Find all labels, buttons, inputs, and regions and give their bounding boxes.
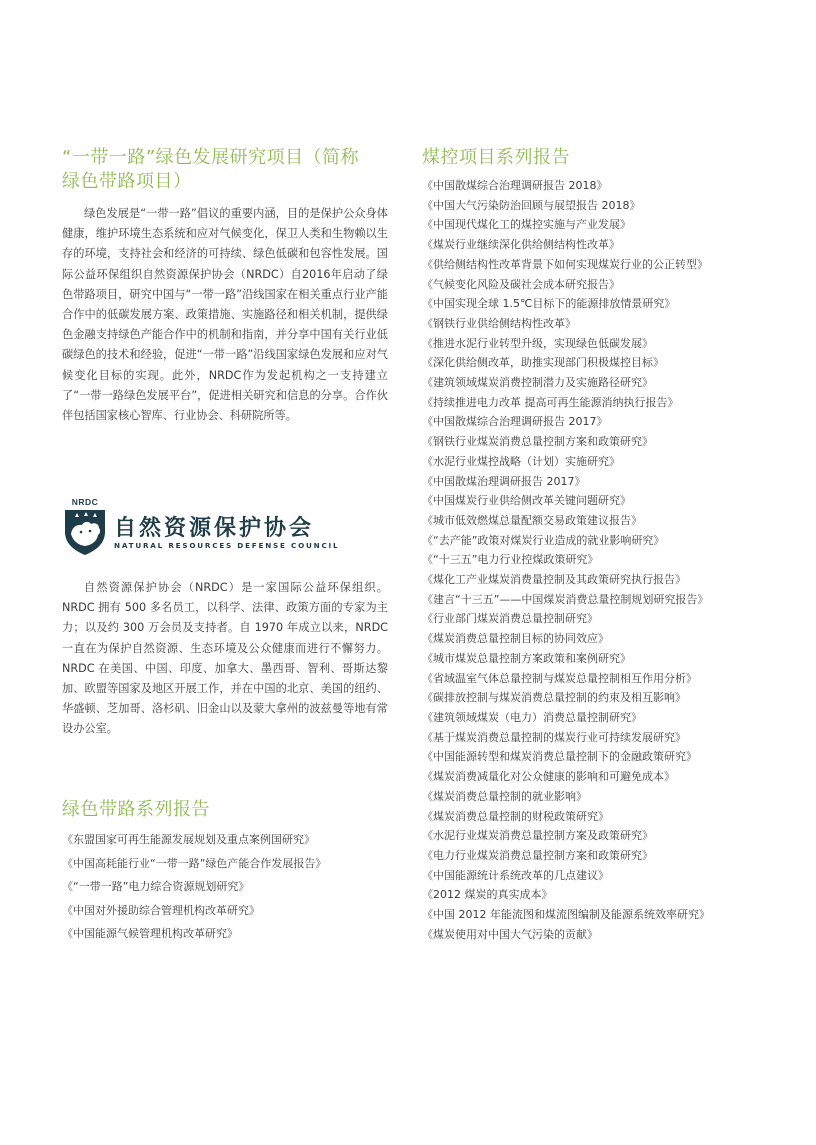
list-item: 《省域温室气体总量控制与煤炭总量控制相互作用分析》 <box>422 671 697 685</box>
list-item: 《中国散煤综合治理调研报告 2017》 <box>422 415 608 429</box>
coal-reports-list <box>422 176 762 944</box>
list-item: 《煤炭消费总量控制的财税政策研究》 <box>422 809 609 823</box>
list-item: 《东盟国家可再生能源发展规划及重点案例国研究》 <box>62 833 315 846</box>
list-item: 《钢铁行业煤炭消费总量控制方案和政策研究》 <box>422 435 653 449</box>
list-item: 《推进水泥行业转型升级，实现绿色低碳发展》 <box>422 336 653 350</box>
list-item: 《深化供给侧改革，助推实现部门积极煤控目标》 <box>422 356 664 370</box>
list-item: 《行业部门煤炭消费总量控制研究》 <box>422 612 598 626</box>
list-item: 《中国高耗能行业“一带一路”绿色产能合作发展报告》 <box>62 856 327 870</box>
logo-title: 自然资源保护协会 <box>114 516 315 541</box>
belt-road-title <box>62 146 388 194</box>
nrdc-logo <box>62 497 362 557</box>
belt-road-paragraph: 绿色发展是“一带一路”倡议的重要内涵，目的是保护公众身体健康，维护环境生态系统和应对气候变化，保卫人类和生物赖以生存的环境，支持社会和经济的可持续、绿色低碳和包容性发展。国际公益环保组织自然资源保护协会（NRDC）自2016年启动了绿色带路项目，研究中国与“一带一路”沿线国家在相关重点行业产能合作中的低碳发展方案、政策措施、实施路径和相关机制，提供绿色金融支持绿色产能合作中的机制和指南，并分享中国有关行业低碳绿色的技术和经验，促进“一带一路”沿线国家绿色发展和应对气候变化目标的实现。此外，NRDC作为发起机构之一支持建立了“一带一路绿色发展平台”，促进相关研究和信息的分享。合作伙伴包括国家核心智库、行业协会、科研院所等。 <box>62 207 388 423</box>
list-item: 《“去产能”政策对煤炭行业造成的就业影响研究》 <box>422 533 665 547</box>
list-item: 《建言“十三五”——中国煤炭消费总量控制规划研究报告》 <box>422 592 709 606</box>
nrdc-badge-icon <box>62 497 108 557</box>
list-item: 《中国能源气候管理机构改革研究》 <box>62 927 238 940</box>
list-item: 《钢铁行业供给侧结构性改革》 <box>422 316 576 330</box>
list-item: 《基于煤炭消费总量控制的煤炭行业可持续发展研究》 <box>422 730 686 744</box>
list-item: 《供给侧结构性改革背景下如何实现煤炭行业的公正转型》 <box>422 257 708 271</box>
list-item: 《水泥行业煤控战略（计划）实施研究》 <box>422 454 620 468</box>
list-item: 《煤炭消费总量控制目标的协同效应》 <box>422 632 609 646</box>
list-item: 《中国现代煤化工的煤控实施与产业发展》 <box>422 218 631 232</box>
list-item: 《气候变化风险及碳社会成本研究报告》 <box>422 277 620 291</box>
list-item: 《水泥行业煤炭消费总量控制方案及政策研究》 <box>422 829 653 843</box>
list-item: 《煤炭使用对中国大气污染的贡献》 <box>422 927 598 941</box>
logo-badge-text: NRDC <box>71 497 99 507</box>
list-item: 《2012 煤炭的真实成本》 <box>422 888 553 902</box>
list-item: 《中国煤炭行业供给侧改革关键问题研究》 <box>422 494 631 508</box>
list-item: 《碳排放控制与煤炭消费总量控制的约束及相互影响》 <box>422 691 686 705</box>
coal-reports-title: 煤控项目系列报告 <box>422 147 570 168</box>
list-item: 《“一带一路”电力综合资源规划研究》 <box>62 880 250 893</box>
list-item: 《建筑领域煤炭（电力）消费总量控制研究》 <box>422 710 642 724</box>
list-item: 《电力行业煤炭消费总量控制方案和政策研究》 <box>422 848 653 862</box>
logo-subtitle: NATURAL RESOURCES DEFENSE COUNCIL <box>114 541 340 550</box>
list-item: 《“十三五”电力行业控煤政策研究》 <box>422 553 599 567</box>
list-item: 《中国对外援助综合管理机构改革研究》 <box>62 903 260 917</box>
coal-reports-section <box>422 146 762 944</box>
list-item: 《煤炭消费总量控制的就业影响》 <box>422 789 587 803</box>
list-item: 《中国散煤治理调研报告 2017》 <box>422 474 586 488</box>
list-item: 《持续推进电力改革 提高可再生能源消纳执行报告》 <box>422 395 679 409</box>
green-reports-list <box>62 828 326 946</box>
list-item: 《中国能源转型和煤炭消费总量控制下的金融政策研究》 <box>422 750 697 764</box>
belt-road-section <box>62 146 388 426</box>
green-reports-title: 绿色带路系列报告 <box>62 799 210 820</box>
list-item: 《煤炭行业继续深化供给侧结构性改革》 <box>422 238 620 252</box>
belt-road-title-line1: “一带一路”绿色发展研究项目（简称 <box>62 147 360 168</box>
list-item: 《中国能源统计系统改革的几点建议》 <box>422 868 609 882</box>
list-item: 《中国散煤综合治理调研报告 2018》 <box>422 179 608 192</box>
list-item: 《煤化工产业煤炭消费量控制及其政策研究执行报告》 <box>422 573 686 587</box>
list-item: 《中国 2012 年能流图和煤流图编制及能源系统效率研究》 <box>422 908 710 922</box>
list-item: 《煤炭消费减量化对公众健康的影响和可避免成本》 <box>422 770 675 784</box>
list-item: 《城市煤炭总量控制方案政策和案例研究》 <box>422 651 631 665</box>
list-item: 《中国大气污染防治回顾与展望报告 2018》 <box>422 198 641 212</box>
nrdc-intro-paragraph: 自然资源保护协会（NRDC）是一家国际公益环保组织。NRDC 拥有 500 多名员工，以科学、法律、政策方面的专家为主力；以及约 300 万会员及支持者。自 1970 年成立以来，NRDC 一直在为保护自然资源、生态环境及公众健康而进行不懈努力。NRDC 在美国、中国、印度、加拿大、墨西哥、智利、哥斯达黎加、欧盟等国家及地区开展工作，并在中国的北京、美国的纽约、华盛顿、芝加哥、洛杉矶、旧金山以及蒙大拿州的波兹曼等地有常设办公室。 <box>62 581 388 736</box>
list-item: 《中国实现全球 1.5℃目标下的能源排放情景研究》 <box>422 297 676 311</box>
belt-road-title-line2: 绿色带路项目） <box>62 171 192 192</box>
list-item: 《建筑领域煤炭消费控制潜力及实施路径研究》 <box>422 376 653 390</box>
list-item: 《城市低效燃煤总量配额交易政策建议报告》 <box>422 513 642 527</box>
